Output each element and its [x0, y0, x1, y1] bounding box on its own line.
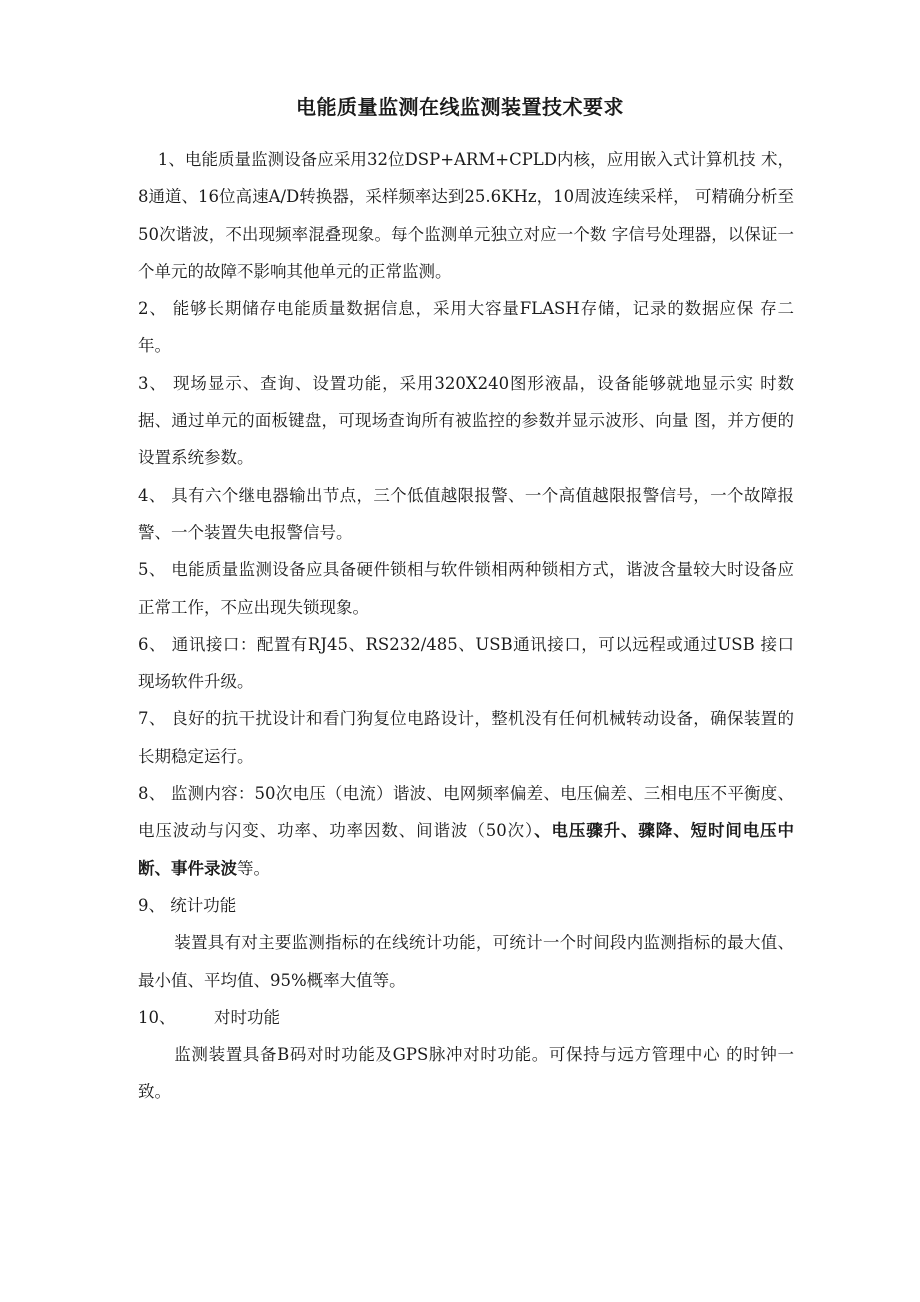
item-7: 7、 良好的抗干扰设计和看门狗复位电路设计，整机没有任何机械转动设备，确保装置的长期稳定运行。 — [138, 709, 794, 766]
document-title: 电能质量监测在线监测装置技术要求 — [296, 95, 624, 119]
item-9-body: 装置具有对主要监测指标的在线统计功能，可统计一个时间段内监测指标的最大值、最小值、平均值、95%概率大值等。 — [138, 933, 794, 990]
item-10-heading-line — [138, 999, 794, 1036]
item-10-heading: 对时功能 — [214, 1007, 280, 1027]
item-10-number: 10、 — [138, 1007, 176, 1027]
item-8 — [138, 775, 794, 887]
item-5: 5、 电能质量监测设备应具备硬件锁相与软件锁相两种锁相方式，谐波含量较大时设备应正常工作，不应出现失锁现象。 — [138, 560, 794, 617]
document-body — [138, 141, 794, 1111]
item-3: 3、 现场显示、查询、设置功能，采用320X240图形液晶，设备能够就地显示实 时数据、通过单元的面板键盘，可现场查询所有被监控的参数并显示波形、向量 图，并方便的设置系统参数。 — [138, 373, 794, 468]
item-10-body: 监测装置具备B码对时功能及GPS脉冲对时功能。可保持与远方管理中心 的时钟一致。 — [138, 1045, 794, 1102]
item-6: 6、 通讯接口：配置有RJ45、RS232/485、USB通讯接口，可以远程或通过USB 接口现场软件升级。 — [138, 634, 794, 692]
item-8-bold: 、电压骤升、骤降、短时间电压中断、事件录波 — [138, 821, 795, 878]
item-2: 2、 能够长期储存电能质量数据信息，采用大容量FLASH存储，记录的数据应保 存二年。 — [138, 299, 794, 356]
item-4: 4、 具有六个继电器输出节点，三个低值越限报警、一个高值越限报警信号，一个故障报警、一个装置失电报警信号。 — [138, 485, 794, 542]
item-8-lead: 8、 监测内容：50次电压（电流）谐波、电网频率偏差、电压偏差、三相电压不平衡度、电压波动与闪变、功率、功率因数、间谐波（50次） — [138, 784, 794, 841]
item-9-heading: 9、 统计功能 — [138, 895, 237, 915]
item-8-tail: 等。 — [237, 858, 270, 878]
item-1: 1、电能质量监测设备应采用32位DSP+ARM+CPLD内核，应用嵌入式计算机技 术，8通道、16位高速A/D转换器，采样频率达到25.6KHz，10周波连续采样， 可精确分析至50次谐波，不出现频率混叠现象。每个监测单元独立对应一个数 字信号处理器，以保证一个单元的故障不影响其他单元的正常监测。 — [138, 150, 794, 281]
